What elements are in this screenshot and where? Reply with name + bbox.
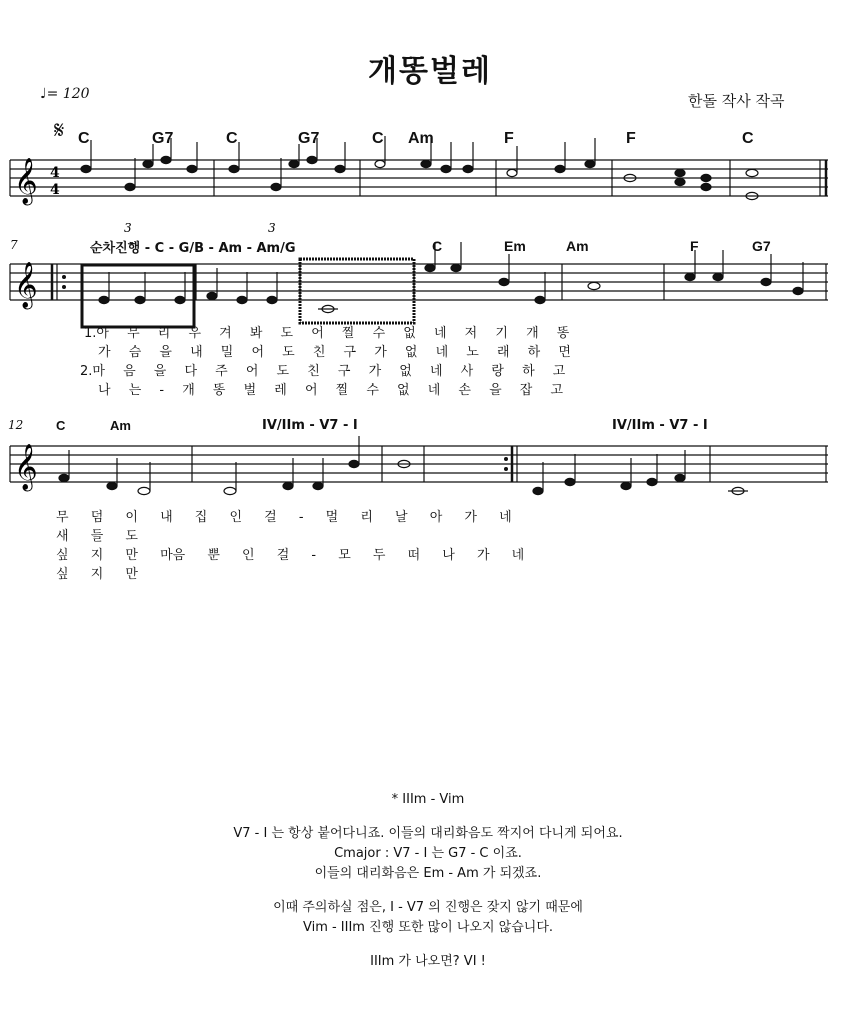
chord-label: Am — [110, 418, 131, 433]
measure-number: 12 — [8, 418, 24, 432]
explanation-notes — [0, 790, 856, 972]
chord-label: F — [626, 130, 636, 147]
notes-heading: * IIIm - Vim — [391, 792, 465, 807]
notes-text: 이때 주의하실 점은, I - V7 의 진행은 잦지 않기 때문에 — [273, 900, 583, 915]
notes-text: V7 - I 는 항상 붙어다니죠. 이들의 대리화음도 짝지어 다니게 되어요. — [233, 826, 623, 841]
chord-label: Em — [504, 238, 526, 254]
lyric-line: 새 들 도 — [56, 529, 138, 544]
staff-row-3 — [0, 436, 856, 516]
progression-annotation: 순차진행 - C - G/B - Am - Am/G — [90, 241, 296, 256]
svg-text:4: 4 — [50, 182, 60, 198]
chord-label: C — [226, 130, 238, 147]
measure-number: 7 — [10, 238, 18, 252]
chord-label: G7 — [752, 238, 771, 254]
lyric-line: 무 덤 이 내 집 인 걸 - 멀 리 날 아 가 네 — [56, 510, 512, 525]
lyric-line: 1.아 무 리 우 겨 봐 도 어 찔 수 없 네 저 기 개 똥 — [84, 326, 570, 341]
quarter-note-icon: ♩ — [40, 86, 47, 102]
staff-row-1 — [0, 150, 856, 240]
chord-label: C — [742, 130, 754, 147]
svg-text:4: 4 — [50, 165, 60, 181]
progression-annotation: IV/IIm - V7 - I — [612, 418, 708, 433]
svg-text:𝄞: 𝄞 — [14, 444, 38, 490]
song-title: 개똥벌레 — [368, 54, 492, 89]
highlight-box — [82, 265, 194, 327]
lyric-line: 나 는 - 개 똥 벌 레 어 찔 수 없 네 손 을 잡 고 — [98, 383, 564, 398]
chord-label: C — [372, 130, 384, 147]
progression-annotation: IV/IIm - V7 - I — [262, 418, 358, 433]
chord-label: Am — [566, 238, 589, 254]
notes-text: Cmajor : V7 - I 는 G7 - C 이죠. — [334, 846, 522, 861]
chord-label: G7 — [298, 130, 320, 147]
svg-text:3: 3 — [124, 221, 132, 235]
lyric-line: 가 슴 을 내 밀 어 도 친 구 가 없 네 노 래 하 면 — [98, 345, 571, 360]
lyric-line: 2.마 음 을 다 주 어 도 친 구 가 없 네 사 랑 하 고 — [80, 364, 566, 379]
chord-label: C — [78, 130, 90, 147]
composer-credit: 한돌 작사 작곡 — [688, 92, 785, 110]
notes-text: Vim - IIIm 진행 또한 많이 나오지 않습니다. — [302, 920, 554, 935]
svg-text:𝄞: 𝄞 — [14, 262, 38, 308]
notes-text: 이들의 대리화음은 Em - Am 가 되겠죠. — [314, 866, 542, 881]
segno-icon: 𝄋 — [54, 116, 65, 144]
chord-label: C — [56, 418, 66, 433]
chord-label: C — [432, 238, 443, 254]
svg-text:𝄞: 𝄞 — [14, 158, 38, 204]
chord-label: F — [690, 238, 699, 254]
chord-label: Am — [408, 130, 434, 147]
notes-text: IIIm 가 나오면? VI ! — [370, 954, 486, 969]
lyric-line: 싶 지 만 — [56, 567, 138, 582]
svg-text:3: 3 — [268, 221, 276, 235]
lyric-line: 싶 지 만 마음 뿐 인 걸 - 모 두 떠 나 가 네 — [56, 548, 525, 563]
tempo-marking: ♩= 120 — [40, 86, 90, 102]
chord-label: F — [504, 130, 514, 147]
chord-label: G7 — [152, 130, 174, 147]
